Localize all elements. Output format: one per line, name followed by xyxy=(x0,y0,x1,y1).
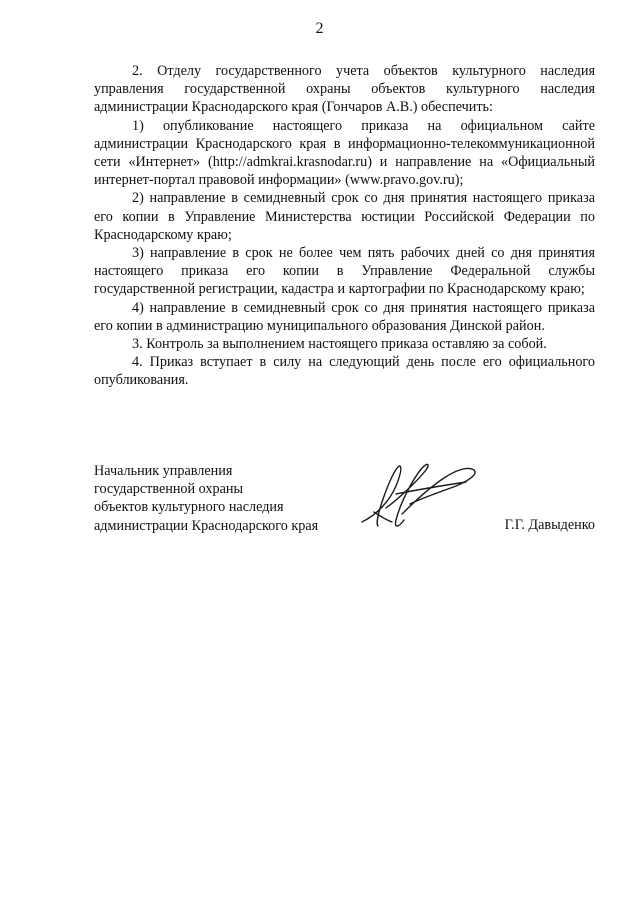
handwritten-signature xyxy=(356,456,496,536)
paragraph-subitem-4: 4) направление в семидневный срок со дня принятия настоящего приказа его копии в администрацию муниципального образования Динской район. xyxy=(94,299,595,334)
paragraph-item-4: 4. Приказ вступает в силу на следующий день после его официального опубликования. xyxy=(94,354,595,389)
signer-title-line: Начальник управления xyxy=(94,463,233,479)
paragraph-subitem-1: 1) опубликование настоящего приказа на официальном сайте администрации Краснодарского края в информационно-телекоммуникационной сети «Интернет» (http://admkrai.krasnodar.ru) и направление на «Официальный интернет-портал правовой информации» (www.pravo.gov.ru); xyxy=(94,117,595,189)
signer-title-line: объектов культурного наследия xyxy=(94,499,284,516)
paragraph-item-3: 3. Контроль за выполнением настоящего приказа оставляю за собой. xyxy=(132,336,547,353)
signer-name: Г.Г. Давыденко xyxy=(504,517,595,533)
signature-block xyxy=(94,462,595,552)
signer-title-line: администрации Краснодарского края xyxy=(94,517,319,534)
page-number: 2 xyxy=(315,20,324,37)
signer-title-line: государственной охраны xyxy=(94,481,244,498)
paragraph-subitem-3: 3) направление в срок не более чем пять рабочих дней со дня принятия настоящего приказа его копии в Управление Федеральной службы государственной регистрации, кадастра и картографии по Краснодарскому краю; xyxy=(94,245,595,298)
paragraph-item-2: 2. Отделу государственного учета объектов культурного наследия управления государственной охраны объектов культурного наследия администрации Краснодарского края (Гончаров А.В.) обеспечить: xyxy=(94,63,595,116)
document-body xyxy=(94,62,595,390)
paragraph-subitem-2: 2) направление в семидневный срок со дня принятия настоящего приказа его копии в Управление Министерства юстиции Российской Федерации по Краснодарскому краю; xyxy=(94,190,595,243)
